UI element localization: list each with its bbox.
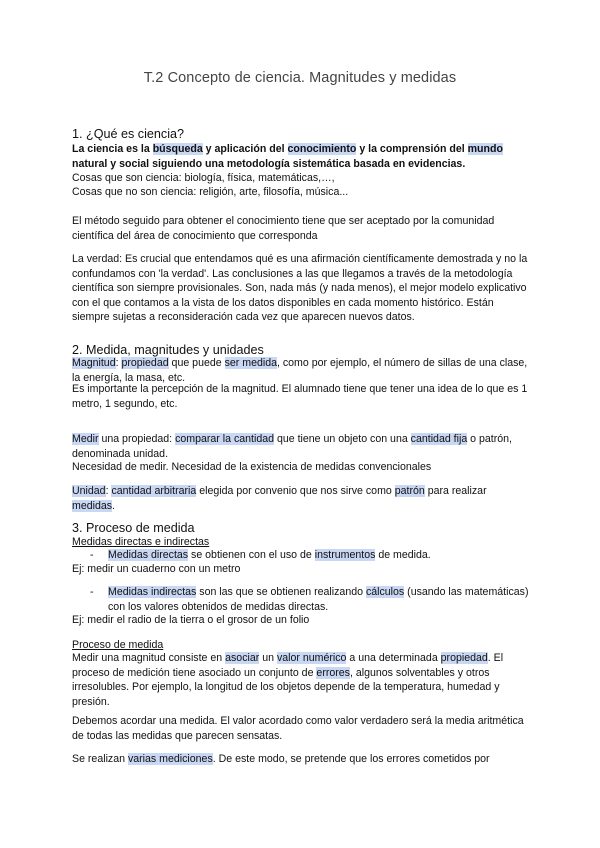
highlight-comparar-cantidad: comparar la cantidad xyxy=(175,433,275,445)
magnitude-perception: Es importante la percepción de la magnitud. El alumnado tiene que tener una idea de lo que es 1 metro, 1 segundo, etc. xyxy=(72,383,528,410)
highlight-medir: Medir xyxy=(72,433,99,445)
list-item-text xyxy=(108,585,530,614)
list-dash: - xyxy=(90,586,94,598)
process-paragraph xyxy=(72,651,530,709)
text-run: . El proceso de medición tiene asociado un conjunto de xyxy=(72,652,504,679)
section-1-heading: 1. ¿Qué es ciencia? xyxy=(72,127,185,141)
text-run: . xyxy=(112,499,115,512)
text-run: que tiene un objeto con una xyxy=(274,433,411,445)
highlight-cantidad-arbitraria: cantidad arbitraria xyxy=(111,485,197,497)
text-run: . De este modo, se pretende que los errores cometidos por xyxy=(212,753,490,765)
truth-paragraph: La verdad: Es crucial que entendamos qué es una afirmación científicamente demostrada y no la confundamos con 'la verdad'. Las conclusiones a las que llegamos a través de la metodología científica son siempre provisionales. Son, nada más (y nada menos), el mejor modelo explicativo con el que contamos a la vista de los datos disponibles en cada momento histórico. Están siempre sujetas a reconsideración cada vez que aparecen nuevos datos. xyxy=(72,253,528,323)
text-run: o patrón, denominada unidad. xyxy=(72,433,512,460)
text-run: , como por ejemplo, el número de sillas de una clase, la energía, la masa, etc. xyxy=(72,357,528,384)
text-run: La ciencia es la xyxy=(72,143,153,155)
process-subheading: Proceso de medida xyxy=(72,639,164,651)
highlight-valor-numerico: valor numérico xyxy=(276,652,347,664)
page-title: T.2 Concepto de ciencia. Magnitudes y medidas xyxy=(143,70,457,86)
text-run: elegida por convenio que nos sirve como xyxy=(196,485,395,497)
text-run: (usando las matemáticas) con los valores obtenidos de medidas directas. xyxy=(108,586,529,613)
highlight-errores: errores xyxy=(316,666,350,679)
text-run: : xyxy=(105,485,112,497)
section-3-heading: 3. Proceso de medida xyxy=(72,521,195,535)
highlight-unidad: Unidad xyxy=(72,485,106,497)
direct-indirect-subheading: Medidas directas e indirectas xyxy=(72,536,210,548)
measure-need: Necesidad de medir. Necesidad de la existencia de medidas convencionales xyxy=(72,461,432,473)
highlight-mundo: mundo xyxy=(467,143,503,155)
agreement-paragraph: Debemos acordar una medida. El valor acordado como valor verdadero será la media aritmética de todas las medidas que parecen sensatas. xyxy=(72,715,524,742)
direct-example: Ej: medir un cuaderno con un metro xyxy=(72,563,241,575)
magnitude-definition xyxy=(72,356,530,385)
science-examples: Cosas que son ciencia: biología, física, matemáticas,…, xyxy=(72,172,335,184)
science-definition xyxy=(72,142,530,171)
highlight-propiedad: propiedad xyxy=(121,357,169,369)
highlight-conocimiento: conocimiento xyxy=(287,143,357,155)
list-item-text xyxy=(108,548,530,563)
list-dash: - xyxy=(90,549,94,561)
indirect-example: Ej: medir el radio de la tierra o el grosor de un folio xyxy=(72,614,310,626)
text-run: a una determinada xyxy=(346,652,441,664)
highlight-instrumentos: instrumentos xyxy=(314,549,376,561)
text-run: Medir una magnitud consiste en xyxy=(72,652,226,664)
text-run: y la comprensión del xyxy=(356,143,468,155)
text-run: son las que se obtienen realizando xyxy=(196,586,366,598)
measurements-paragraph xyxy=(72,752,530,767)
highlight-propiedad: propiedad xyxy=(440,652,488,664)
highlight-calculos: cálculos xyxy=(365,586,405,598)
highlight-medidas-directas: Medidas directas xyxy=(108,549,189,561)
text-run: y aplicación del xyxy=(202,143,288,155)
text-run: un xyxy=(259,652,277,664)
text-run: para realizar xyxy=(424,485,487,497)
highlight-medidas: medidas xyxy=(72,499,113,512)
text-run: , algunos solventables y otros irresolubles. Por ejemplo, la longitud de los objetos depende de la temperatura, humedad y presión. xyxy=(72,666,500,708)
text-run: una propiedad: xyxy=(98,433,176,445)
text-run: se obtienen con el uso de xyxy=(188,549,315,561)
highlight-varias-mediciones: varias mediciones xyxy=(127,753,213,765)
non-science-examples: Cosas que no son ciencia: religión, arte, filosofía, música... xyxy=(72,186,349,198)
measure-definition xyxy=(72,432,530,461)
method-paragraph: El método seguido para obtener el conocimiento tiene que ser aceptado por la comunidad científica del área de conocimiento que corresponda xyxy=(72,215,495,242)
highlight-busqueda: búsqueda xyxy=(152,143,203,155)
highlight-asociar: asociar xyxy=(225,652,260,664)
text-run: natural y social siguiendo una metodología sistemática basada en evidencias. xyxy=(72,157,466,170)
highlight-cantidad-fija: cantidad fija xyxy=(410,433,468,445)
text-run: de medida. xyxy=(375,549,431,561)
highlight-patron: patrón xyxy=(394,485,425,497)
text-run: : xyxy=(115,357,122,369)
text-run: Se realizan xyxy=(72,753,128,765)
highlight-magnitud: Magnitud xyxy=(72,357,116,369)
highlight-ser-medida: ser medida xyxy=(224,357,277,369)
text-run: que puede xyxy=(168,357,225,369)
unit-definition xyxy=(72,484,530,513)
highlight-medidas-indirectas: Medidas indirectas xyxy=(108,586,197,598)
section-2-heading: 2. Medida, magnitudes y unidades xyxy=(72,343,264,357)
